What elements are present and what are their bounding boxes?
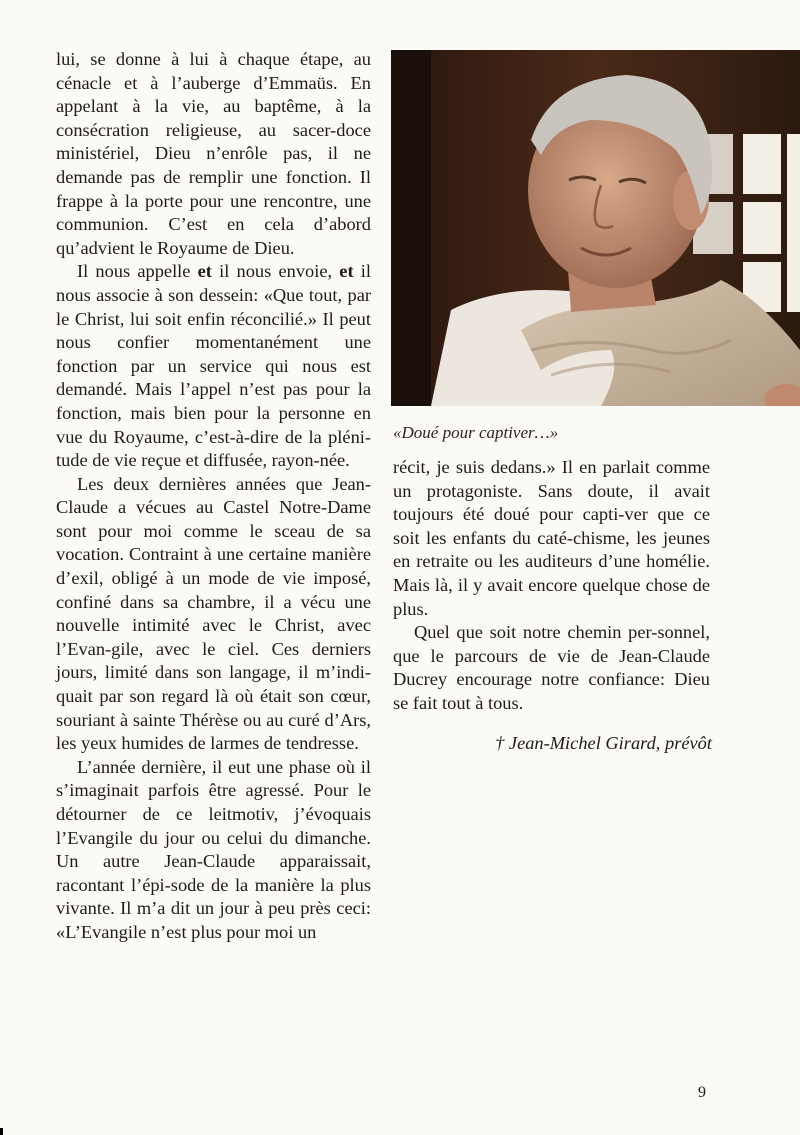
paragraph: Les deux dernières années que Jean-Claude a vécues au Castel Notre-Dame sont pour moi comme le sceau de sa vocation. Contraint à une certaine manière d’exil, obligé à un mode de vie imposé, confiné dans sa chambre, il a vécu une nouvelle intimité avec le Christ, avec l’Evan-gile, avec le ciel. Ces derniers jours, limité dans son langage, il m’indi-quait par son regard là où était son cœur, souriant à sainte Thérèse ou au curé d’Ars, les yeux humides de larmes de tendresse. (56, 473, 371, 754)
text-run: Il nous appelle (77, 261, 198, 282)
bold-text: et (197, 261, 212, 282)
paragraph: Quel que soit notre chemin per-sonnel, que le parcours de vie de Jean-Claude Ducrey encourage notre confiance: Dieu se fait tout à tous. (393, 622, 710, 713)
portrait-photo (391, 50, 800, 406)
left-text-column (56, 48, 371, 945)
paragraph: L’année dernière, il eut une phase où il s’imaginait parfois être agressé. Pour le détourner de ce leitmotiv, j’évoquais l’Evangile du jour ou celui du dimanche. Un autre Jean-Claude apparaissait, racontant l’épi-sode de la manière la plus vivante. Il m’a dit un jour à peu près ceci: «L’Evangile n’est plus pour moi un (56, 756, 371, 942)
scan-mark (0, 1128, 3, 1135)
paragraph: lui, se donne à lui à chaque étape, au cénacle et à l’auberge d’Emmaüs. En appelant à la vie, au baptême, à la consécration religieuse, au sacer-doce ministériel, Dieu n’enrôle pas, il ne demande pas de remplir une fonction. Il frappe à la porte pour une rencontre, une communion. C’est en cela d’abord qu’advient le Royaume de Dieu. (56, 49, 371, 258)
photo-caption: «Doué pour captiver…» (393, 423, 559, 442)
paragraph (56, 260, 371, 472)
author-signature: † Jean-Michel Girard, prévôt (495, 733, 712, 753)
text-run: il nous envoie, (211, 261, 340, 282)
paragraph: récit, je suis dedans.» Il en parlait comme un protagoniste. Sans doute, il avait toujours été doué pour capti-ver que ce soit les enfants du caté-chisme, les jeunes en retraite ou les auditeurs d’une homélie. Mais là, il y avait encore quelque chose de plus. (393, 457, 710, 619)
bold-text: et (339, 261, 354, 282)
portrait-illustration (391, 50, 800, 406)
right-text-column (393, 456, 710, 716)
page-number: 9 (698, 1084, 706, 1101)
text-run: il nous associe à son dessein: «Que tout, par le Christ, lui soit enfin réconcilié.» Il peut nous confier momentanément une fonction par un service qui nous est demandé. Mais l’appel n’est pas pour la fonction, mais bien pour la personne en vue du Royaume, c’est-à-dire de la pléni-tude de vie reçue et diffusée, rayon-née. (56, 261, 371, 471)
